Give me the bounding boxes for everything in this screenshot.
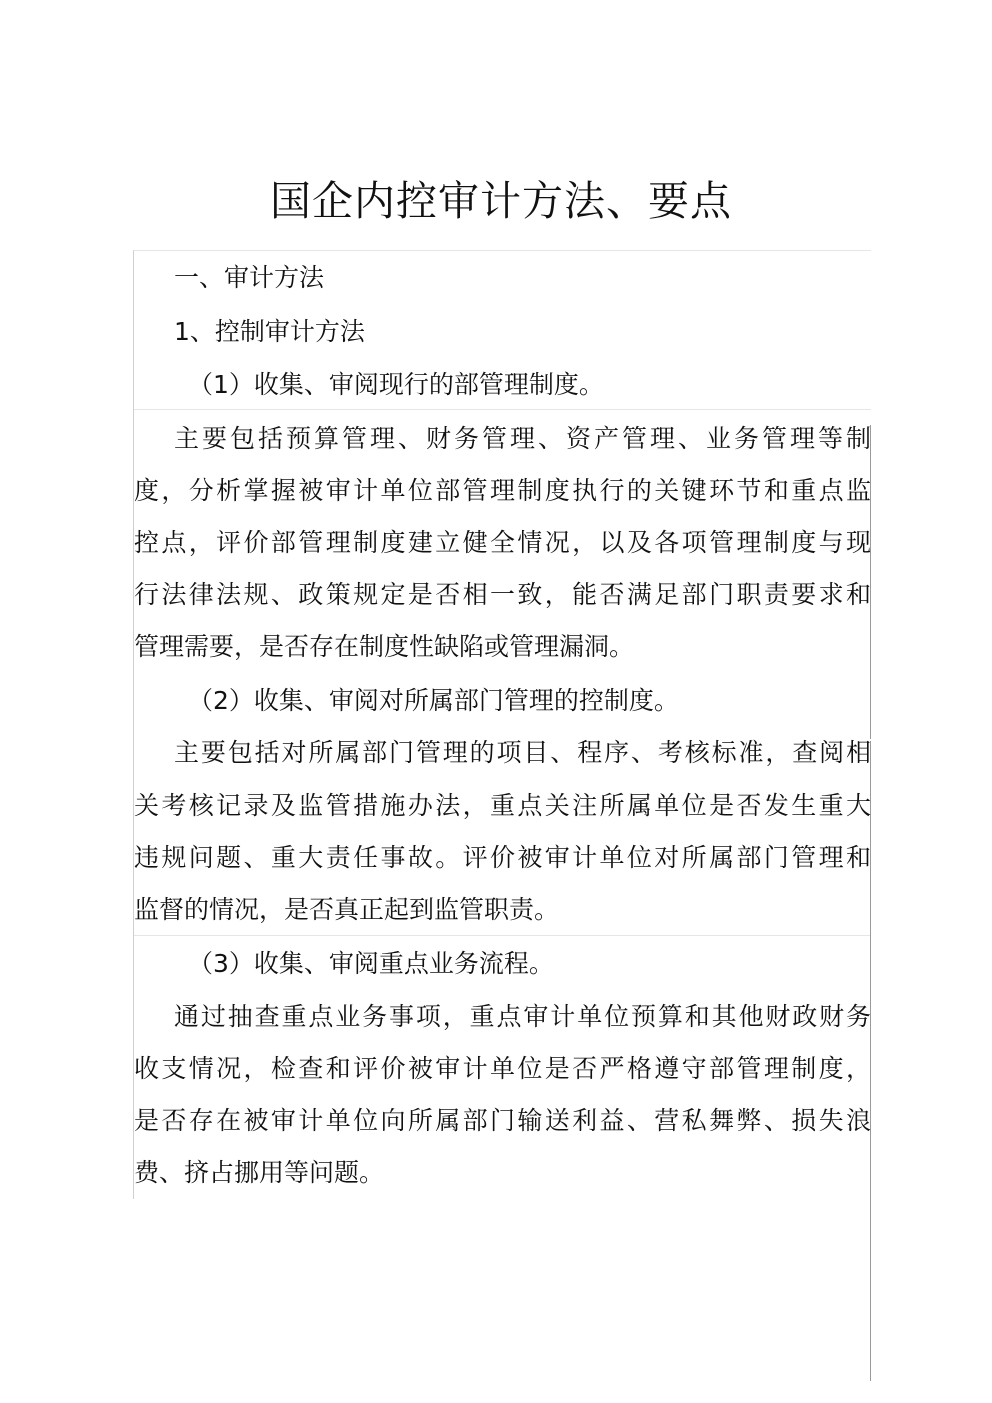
section-heading: 一、审计方法 — [174, 263, 325, 292]
paragraph-line: 费、挤占挪用等问题。 — [134, 1158, 385, 1187]
item-heading: （2）收集、审阅对所属部门管理的控制度。 — [188, 686, 679, 715]
paragraph-line: 收支情况，检查和评价被审计单位是否严格遵守部管理制度， — [134, 1054, 871, 1083]
item-heading: （3）收集、审阅重点业务流程。 — [188, 949, 554, 978]
paragraph-line: 主要包括预算管理、财务管理、资产管理、业务管理等制 — [174, 424, 871, 453]
document-title: 国企内控审计方法、要点 — [270, 177, 732, 225]
paragraph-line: 通过抽查重点业务事项，重点审计单位预算和其他财政财务 — [174, 1002, 871, 1031]
paragraph-line: 主要包括对所属部门管理的项目、程序、考核标准，查阅相 — [174, 738, 871, 767]
divider — [134, 409, 871, 410]
document-body — [133, 250, 871, 1199]
paragraph-line: 违规问题、重大责任事故。评价被审计单位对所属部门管理和 — [134, 843, 871, 872]
paragraph-line: 行法律法规、政策规定是否相一致，能否满足部门职责要求和 — [134, 580, 871, 609]
item-heading: （1）收集、审阅现行的部管理制度。 — [188, 370, 604, 399]
paragraph-line: 管理需要，是否存在制度性缺陷或管理漏洞。 — [134, 632, 635, 661]
paragraph-line: 监督的情况，是否真正起到监管职责。 — [134, 895, 560, 924]
subsection-heading: 1、控制审计方法 — [174, 317, 365, 346]
paragraph-line: 关考核记录及监管措施办法，重点关注所属单位是否发生重大 — [134, 791, 871, 820]
paragraph-line: 控点，评价部管理制度建立健全情况，以及各项管理制度与现 — [134, 528, 871, 557]
paragraph-line: 度，分析掌握被审计单位部管理制度执行的关键环节和重点监 — [134, 476, 871, 505]
paragraph-line: 是否存在被审计单位向所属部门输送利益、营私舞弊、损失浪 — [134, 1106, 871, 1135]
divider — [134, 935, 871, 936]
